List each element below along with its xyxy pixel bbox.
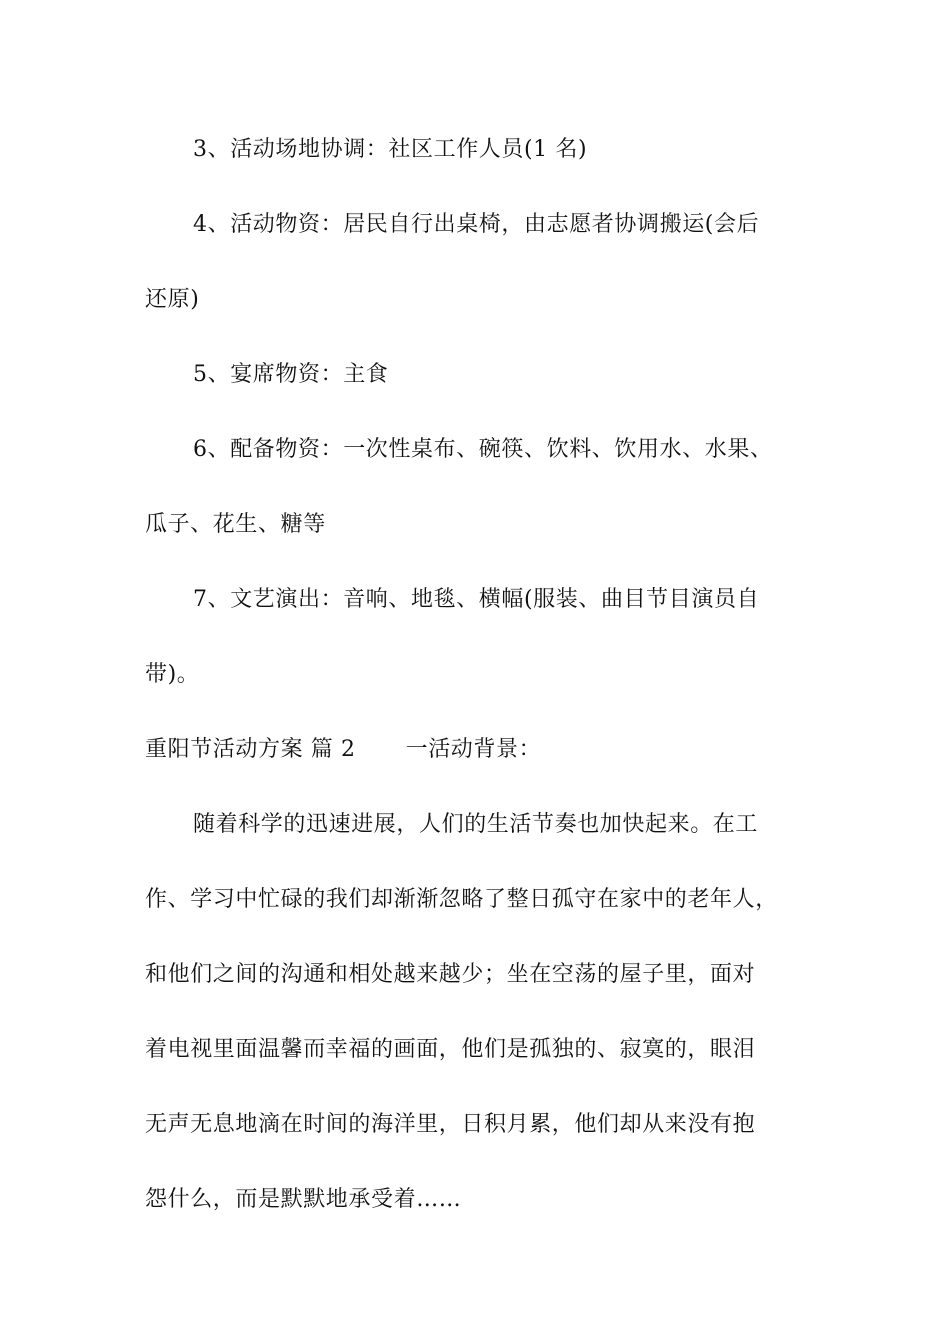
paragraph-line: 作、学习中忙碌的我们却渐渐忽略了整日孤守在家中的老年人，: [145, 887, 778, 912]
list-item-3: 3、活动场地协调：社区工作人员(1 名): [193, 137, 588, 162]
paragraph-line: 无声无息地滴在时间的海洋里，日积月累，他们却从来没有抱: [145, 1112, 756, 1137]
paragraph-line: 随着科学的迅速进展，人们的生活节奏也加快起来。在工: [193, 812, 759, 837]
list-item-7-continuation: 带)。: [145, 662, 200, 687]
paragraph-line: 和他们之间的沟通和相处越来越少；坐在空荡的屋子里，面对: [145, 962, 756, 987]
section-subtitle: 一活动背景：: [405, 737, 542, 762]
section-heading: [145, 735, 541, 765]
list-item-4-continuation: 还原): [145, 287, 200, 312]
list-item-6-continuation: 瓜子、花生、糖等: [145, 512, 326, 537]
list-item-5: 5、宴席物资：主食: [193, 362, 389, 387]
list-item-7: 7、文艺演出：音响、地毯、横幅(服装、曲目节目演员自: [193, 587, 760, 612]
list-item-6: 6、配备物资：一次性桌布、碗筷、饮料、饮用水、水果、: [193, 437, 773, 462]
section-title: 重阳节活动方案 篇 2: [145, 737, 356, 762]
paragraph-line: 怨什么，而是默默地承受着……: [145, 1187, 462, 1212]
list-item-4: 4、活动物资：居民自行出桌椅，由志愿者协调搬运(会后: [193, 212, 760, 237]
paragraph-line: 着电视里面温馨而幸福的画面，他们是孤独的、寂寞的，眼泪: [145, 1037, 756, 1062]
